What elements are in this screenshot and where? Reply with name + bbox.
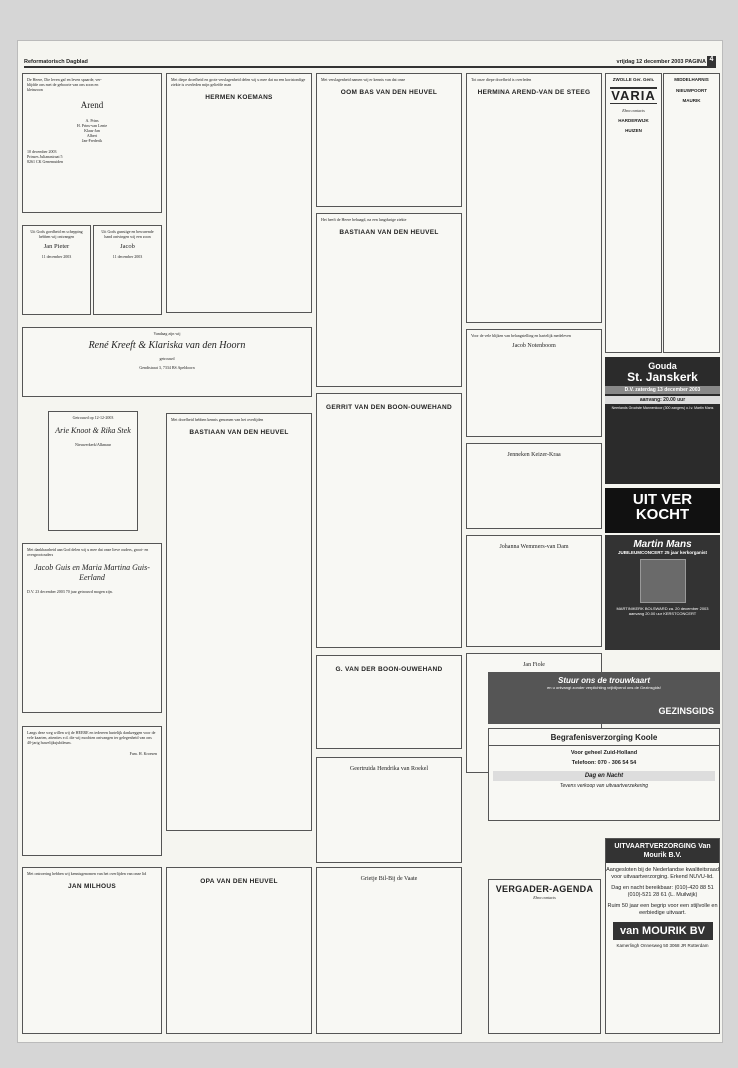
- koole-region: Voor geheel Zuid-Holland: [570, 750, 638, 756]
- ad-heading: Vandaag zijn wij: [153, 331, 181, 336]
- ad-text: Met dankbaarheid aan God delen wij u mee dat onze lieve ouders, groot- en overgrootouders: [27, 547, 149, 557]
- concert-subtitle: Neerlands Grootste Mannenkoor (300 zangers) o.l.v. Martin Mans: [611, 406, 714, 410]
- ad-name: Arend: [80, 100, 104, 110]
- mourik-logo: van MOURIK BV: [613, 922, 713, 940]
- ad-place: Nieuwerkerk/Alkmaar: [75, 442, 111, 447]
- ad-jan-pieter: [22, 225, 91, 315]
- ad-text: Met droefheid hebben kennis genomen van het overlijden: [171, 417, 264, 422]
- ad-title: HERMINA AREND-VAN DE STEEG: [477, 89, 591, 96]
- concert-church: St. Janskerk: [627, 370, 698, 384]
- services-col-b: [663, 73, 720, 353]
- ad-gertruida: [316, 757, 462, 863]
- ad-gerrit: [316, 393, 462, 648]
- martin-mans-ad: [605, 535, 720, 650]
- ad-text: Voor de vele blijken van belangstelling en hartelijk medeleven: [471, 333, 571, 338]
- ad-hermina: [466, 73, 602, 323]
- ad-notenboom: [466, 329, 602, 437]
- ad-oom-bas: [316, 73, 462, 207]
- ad-boon: [316, 655, 462, 749]
- ad-title: BASTIAAN VAN DEN HEUVEL: [189, 429, 289, 436]
- ad-text: Met verslagenheid namen wij er kennis van dat onze: [321, 77, 406, 82]
- ad-text: Met ontroering hebben wij kennisgenomen van het overlijden van onze lid: [27, 871, 147, 876]
- varia-title: VARIA: [611, 87, 656, 103]
- service-zwolle: ZWOLLE Ger. Gem.: [612, 77, 655, 82]
- trouw-sub: en u ontvangt zonder verplichting vrijblijvend ons de Gezinsgids!: [547, 685, 661, 690]
- ad-opa-heuvel: [166, 867, 312, 1034]
- artist-photo: [640, 559, 686, 603]
- sold-out-banner: UIT VER KOCHT: [605, 488, 720, 533]
- ad-koemans: [166, 73, 312, 313]
- gouda-concert-ad: [605, 357, 720, 484]
- koole-ad: [488, 728, 720, 821]
- service-middelharnis: MIDDELHARNIS: [674, 77, 709, 82]
- trouw-title: Stuur ons de trouwkaart: [557, 676, 650, 685]
- ad-name: Geertruida Hendrika van Roekel: [349, 766, 429, 772]
- koole-phone: Telefoon: 070 - 306 54 54: [571, 760, 637, 766]
- ad-title: BASTIAAN VAN DEN HEUVEL: [339, 229, 439, 236]
- ad-bastiaan-2: [316, 213, 462, 387]
- ad-signature: Fam. H. Kroesen: [129, 751, 157, 756]
- koole-availability: Dag en Nacht: [493, 771, 715, 781]
- ad-wemmers: [466, 535, 602, 647]
- agenda-title: VERGADER-AGENDA: [495, 884, 594, 894]
- ad-name: Jenneken Keizer-Kraa: [507, 452, 561, 458]
- ad-text: De Heere, Die leven gaf en leven spaarde, ver- blijdde ons met de geboorte van ons zoon en kleinzoon: [27, 77, 102, 92]
- mourik-phone: Dag en nacht bereikbaar: (010)-420 88 51 (010)-521 28 61 (L. Muilwijk): [611, 885, 714, 898]
- service-nieuwpoort: NIEUWPOORT: [676, 87, 707, 93]
- ad-names: Arie Knoot & Rika Stek: [55, 426, 131, 435]
- ad-arend: [22, 73, 162, 213]
- date-label: vrijdag 12 december 2003 PAGINA: [616, 59, 706, 65]
- ad-address: Prinses Julianastraat 5 8261 CK Genemuiden: [27, 154, 63, 164]
- ad-text: Met diepe droefheid en grote verslagenheid delen wij u mee dat na een kortstondige ziekte is overleden mijn geliefde man: [171, 77, 306, 87]
- ad-text: Het heeft de Heere behaagd, na een langdurige ziekte: [321, 217, 407, 222]
- concert-city: Gouda: [648, 361, 677, 371]
- vergader-agenda: [488, 879, 601, 1034]
- ad-keizer: [466, 443, 602, 529]
- koole-insurance: Tevens verkoop van uitvaartverzekering: [559, 783, 649, 789]
- mourik-slogan: Ruim 50 jaar een begrip voor een stijlvolle en eerbiedige uitvaart.: [607, 903, 718, 916]
- concert-date: D.V. zaterdag 13 december 2003: [605, 386, 720, 394]
- service-maurik: MAURIK: [682, 98, 701, 103]
- ad-name: Jacob: [120, 243, 135, 250]
- ad-name: Jan Fiole: [523, 662, 545, 668]
- ad-sub: D.V. 23 december 2003 70 jaar getrouwd mogen zijn.: [27, 589, 113, 594]
- newspaper-page: [17, 40, 723, 1043]
- ad-names: Jacob Guis en Maria Martina Guis-Eerland: [34, 563, 150, 582]
- newspaper-name: Reformatorisch Dagblad: [24, 59, 88, 65]
- ad-title: OPA VAN DEN HEUVEL: [200, 878, 278, 885]
- ad-title: G. VAN DER BOON-OUWEHAND: [335, 666, 443, 673]
- ad-arie-rika: [48, 411, 138, 531]
- page-header: [24, 58, 716, 68]
- ad-jacob: [93, 225, 162, 315]
- ad-text: Uit Gods goedheid en schepping hebben wij ontvangen: [30, 229, 83, 239]
- ad-rene-klariska: [22, 327, 312, 397]
- ad-guis: [22, 543, 162, 713]
- ad-date: 11 december 2003: [41, 254, 72, 259]
- koole-title: Begrafenisverzorging Koole: [489, 729, 719, 746]
- ad-bastiaan-1: [166, 413, 312, 831]
- ad-name: Grietje Bil-Bij de Vaate: [360, 876, 418, 882]
- ad-title: HERMEN KOEMANS: [205, 94, 273, 101]
- ad-title: OOM BAS VAN DEN HEUVEL: [340, 89, 438, 96]
- ad-text: Uit Gods gunstige en bewarende hand ontvingen wij een zoon: [101, 229, 154, 239]
- ad-text: Tot onze diepe droefheid is overleden: [471, 77, 532, 82]
- artist-name: Martin Mans: [633, 539, 692, 550]
- ad-kroesen: [22, 726, 162, 856]
- ad-name: Jacob Notenboom: [512, 343, 556, 349]
- concert-time: aanvang: 20.00 uur: [605, 396, 720, 404]
- ad-text: Langs deze weg willen wij de HEERE en iedereen hartelijk dankzeggen voor de vele kaarten, attenties e.d. die wij mochten ontvangen ter gelegenheid van ons 40-jarig huwelijksjubileum.: [27, 730, 156, 745]
- ad-names: René Kreeft & Klariska van den Hoorn: [88, 340, 246, 351]
- mourik-address: Kamerlingh Onnesweg 50 3068 JR Rotterdam: [616, 943, 709, 948]
- concert-line: JUBILEUMCONCERT 25 jaar kerkorganist: [617, 550, 708, 555]
- page-number: 4: [707, 56, 716, 67]
- ad-grietje: [316, 867, 462, 1034]
- ad-parents: A. Prins H. Prins-van Lente Klaas-Jan Albert Jan-Frederik: [76, 118, 108, 143]
- ad-sub: getrouwd: [159, 356, 175, 361]
- services-col-a: [605, 73, 662, 353]
- ad-date: 11 december 2003: [112, 254, 143, 259]
- ad-date: 10 december 2003: [27, 149, 57, 154]
- ad-name: Johanna Wemmers-van Dam: [499, 544, 569, 550]
- mourik-membership: Aangesloten bij de Nederlandse kwaliteitsraad voor uitvaartverzorging. Erkend NUVU-lid.: [606, 867, 719, 880]
- agenda-sub: Ebea contacts: [533, 895, 556, 900]
- ad-milhous: [22, 867, 162, 1034]
- ad-address: Gendtstraat 3, 7334 BS Apeldoorn: [139, 365, 195, 370]
- service-huizen: HUIZEN: [625, 128, 642, 133]
- mourik-ad: [605, 838, 720, 1034]
- ad-title: JAN MILHOUS: [67, 883, 117, 890]
- varia-sub: Ebea contacts: [622, 107, 645, 113]
- gezinsgids-logo: GEZINSGIDS: [658, 706, 714, 716]
- gezinsgids-ad: [488, 672, 720, 724]
- ad-heading: Getrouwd op 12-12-2003: [72, 415, 114, 420]
- ad-title: GERRIT VAN DEN BOON-OUWEHAND: [326, 404, 452, 411]
- mourik-title: UITVAARTVERZORGING Van Mourik B.V.: [606, 839, 719, 863]
- ad-name: Jan Pieter: [43, 243, 70, 250]
- service-harderwijk: HARDERWIJK: [618, 117, 649, 123]
- concert-footer: MARTINIKERK BOLSWARD za. 20 december 2003 aanvang 20.00 uur KERSTCONCERT: [616, 605, 709, 616]
